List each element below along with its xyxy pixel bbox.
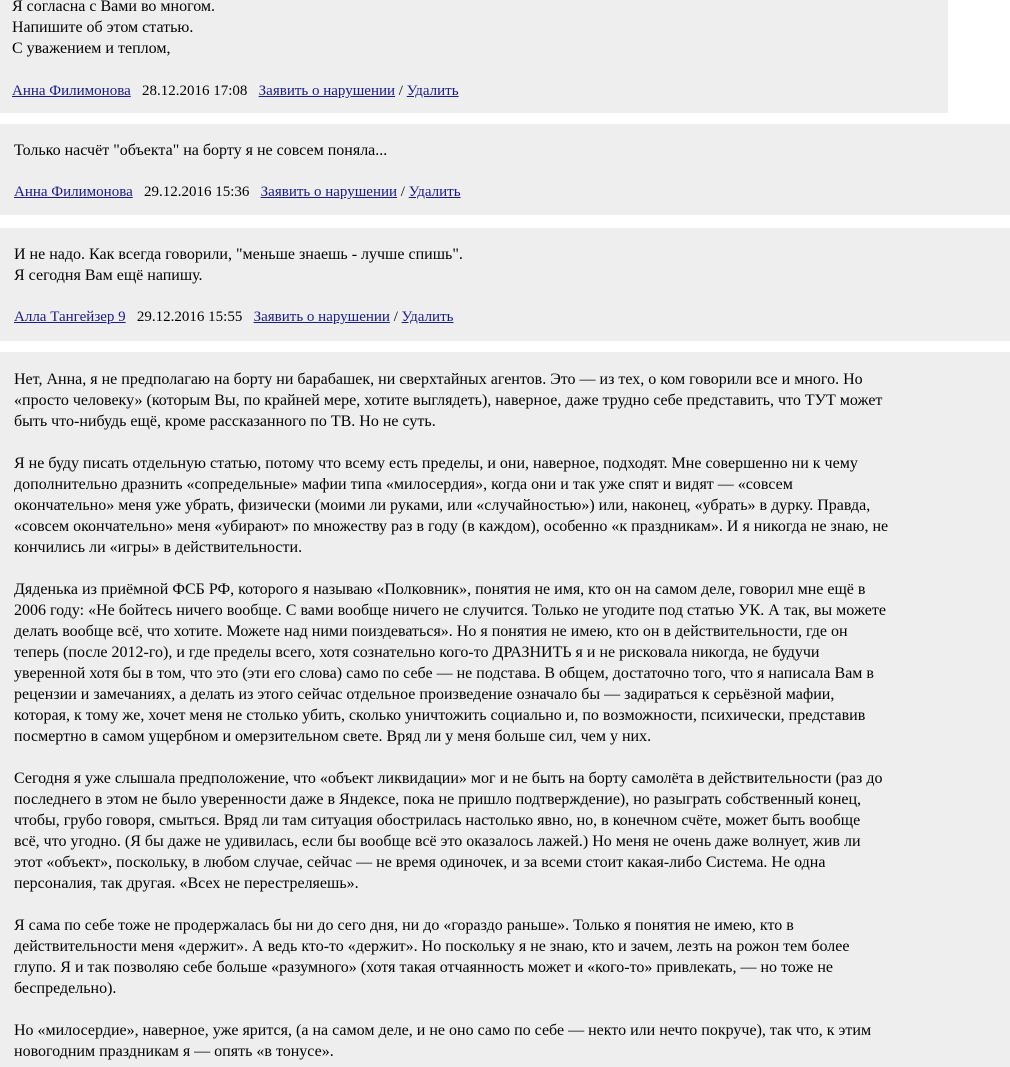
- comment-text: [14, 369, 1004, 1062]
- comment-card: [0, 352, 1010, 1067]
- text-line: уверенной хотя бы в том, что это (эти его слова) само по себе — не подстава. В общем, достаточно того, что я написала Вам в: [14, 665, 874, 682]
- comment-date: 29.12.2016 15:36: [144, 184, 250, 200]
- comment-text: [14, 140, 994, 161]
- comment-meta: [14, 182, 461, 202]
- text-line: Я сама по себе тоже не продержалась бы ни до сего дня, ни до «гораздо раньше». Только я понятия не имею, кто в: [14, 917, 794, 934]
- text-line: быть что-нибудь ещё, кроме рассказанного по ТВ. Но не суть.: [14, 413, 436, 430]
- text-line: Но «милосердие», наверное, уже ярится, (а на самом деле, и не оно само по себе — некто или нечто покруче), так что, к этим: [14, 1022, 872, 1039]
- comment-text: [12, 0, 932, 59]
- link-separator: /: [393, 309, 398, 325]
- text-line: теперь (после 2012-го), и где пределы всего, хотя сознательно кого-то ДРАЗНИТЬ я и не рисковала никогда, не будучи: [14, 644, 820, 661]
- paragraph: [14, 768, 1004, 894]
- text-line: 2006 году: «Не бойтесь ничего вообще. С вами вообще ничего не случится. Только не угодите под статью УК. А так, вы можете: [14, 602, 886, 619]
- comment-line: Только насчёт "объекта" на борту я не совсем поняла...: [14, 142, 388, 159]
- text-line: Дяденька из приёмной ФСБ РФ, которого я называю «Полковник», понятия не имя, кто он на самом деле, говорил мне ещё в: [14, 581, 866, 598]
- text-line: чтобы, грубо говоря, смыться. Вряд ли там ситуация обострилась настолько явно, но, в конечном счёте, может быть вообще: [14, 812, 861, 829]
- author-link[interactable]: Анна Филимонова: [12, 83, 131, 99]
- text-line: посмертно в самом ущербном и омерзительном свете. Вряд ли у меня больше сил, чем у них.: [14, 728, 652, 745]
- comment-date: 29.12.2016 15:55: [136, 309, 243, 325]
- comment-line: Напишите об этом статью.: [12, 19, 194, 36]
- paragraph: [14, 369, 1004, 432]
- link-separator: /: [398, 83, 403, 99]
- text-line: Сегодня я уже слышала предположение, что «объект ликвидации» мог и не быть на борту самолёта в действительности (раз до: [14, 770, 883, 787]
- comment-card: [0, 0, 948, 113]
- text-line: всё, что угодно. (Я бы даже не удивилась, если бы вообще всё это оказалось лажей.) Но меня не очень даже волнует, жив ли: [14, 833, 861, 850]
- paragraph: [14, 915, 1004, 999]
- delete-link[interactable]: Удалить: [401, 309, 454, 325]
- paragraph: [14, 1020, 1004, 1062]
- comment-meta: [12, 81, 459, 101]
- text-line: новогодним праздникам я — опять «в тонусе».: [14, 1043, 334, 1060]
- text-line: дополнительно дразнить «сопредельные» мафии типа «милосердия», когда они и так уже спят и видят — «совсем: [14, 476, 793, 493]
- delete-link[interactable]: Удалить: [408, 184, 461, 200]
- comment-line: И не надо. Как всегда говорили, "меньше знаешь - лучше спишь".: [14, 246, 463, 263]
- comment-line: С уважением и теплом,: [12, 40, 171, 57]
- link-separator: /: [400, 184, 405, 200]
- text-line: кончились ли «игры» в действительности.: [14, 539, 303, 556]
- text-line: рецензии и замечаниях, а делать из этого сейчас отдельное произведение означало бы — задираться к серьёзной мафии,: [14, 686, 835, 703]
- author-link[interactable]: Анна Филимонова: [14, 184, 133, 200]
- report-link[interactable]: Заявить о нарушении: [260, 184, 398, 200]
- delete-link[interactable]: Удалить: [406, 83, 459, 99]
- comment-card: [0, 228, 1010, 341]
- text-line: этот «объект», поскольку, в любом случае, сейчас — не время одиночек, и за всеми стоит какая-либо Система. Не одна: [14, 854, 826, 871]
- text-line: «совсем окончательно» меня «убирают» по множеству раз в году (в каждом), особенно «к праздникам». И я никогда не знаю, не: [14, 518, 889, 535]
- text-line: глупо. Я и так позволяю себе больше «разумного» (хотя такая отчаянность может и «кого-то» привлекать, — но тоже не: [14, 959, 834, 976]
- comment-date: 28.12.2016 17:08: [142, 83, 248, 99]
- comment-text: [14, 244, 994, 286]
- paragraph: [14, 453, 1004, 558]
- report-link[interactable]: Заявить о нарушении: [258, 83, 396, 99]
- text-line: делать вообще всё, что хотите. Можете над ними поиздеваться». Но я понятия не имею, кто он в действительности, где он: [14, 623, 848, 640]
- paragraph: [14, 579, 1004, 747]
- text-line: действительности меня «держит». А ведь кто-то «держит». Но поскольку я не знаю, кто и зачем, лезть на рожон тем более: [14, 938, 850, 955]
- text-line: последнего в этом не было уверенности даже в Яндексе, пока не пришло подтверждение), но разыграть собственный конец,: [14, 791, 862, 808]
- text-line: «просто человеку» (которым Вы, по крайней мере, хотите выглядеть), наверное, даже трудно себе представить, что ТУТ может: [14, 392, 883, 409]
- comment-card: [0, 124, 1010, 215]
- comment-line: Я сегодня Вам ещё напишу.: [14, 267, 203, 284]
- text-line: Нет, Анна, я не предполагаю на борту ни барабашек, ни сверхтайных агентов. Это — из тех, о ком говорили все и много. Но: [14, 371, 863, 388]
- text-line: которая, к тому же, хочет меня не столько убить, сколько уничтожить социально и, по возможности, психически, представив: [14, 707, 866, 724]
- comment-meta: [14, 307, 453, 327]
- text-line: персоналия, так другая. «Всех не перестреляешь».: [14, 875, 359, 892]
- text-line: Я не буду писать отдельную статью, потому что всему есть пределы, и они, наверное, подходят. Мне совершенно ни к чему: [14, 455, 858, 472]
- text-line: беспредельно).: [14, 980, 117, 997]
- report-link[interactable]: Заявить о нарушении: [253, 309, 390, 325]
- author-link[interactable]: Алла Тангейзер 9: [14, 309, 126, 325]
- text-line: окончательно» меня уже убрать, физически (моими ли руками, или «случайностью») или, наконец, «убрать» в дурку. Правда,: [14, 497, 871, 514]
- comment-line: Я согласна с Вами во многом.: [12, 0, 216, 15]
